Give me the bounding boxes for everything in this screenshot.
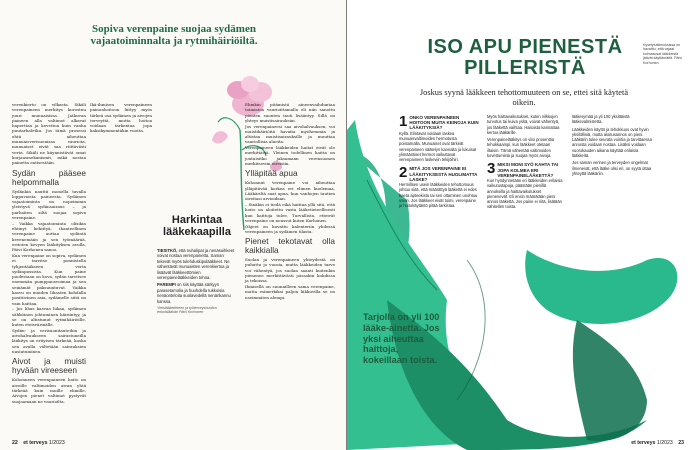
paragraph: Ihmisellä on suunnilleen sama verenpaine, mutta esimerkiksi paljon liikkuvilla se on useimmiten alempi.	[245, 283, 335, 300]
qa-column-2	[487, 114, 563, 210]
issue: 1/2023	[48, 440, 65, 446]
paragraph: Sydänkin nauttii monella tavalla loppuvaista paineesta. Sydämen vajaatoiminta on nopeimmin yleistyvä sydänsairaus – ja parhaiten siltä suojaa sopiva verenpaine.	[12, 188, 86, 221]
subheading: Ylläpitää apua	[245, 168, 298, 179]
left-column-2	[90, 102, 152, 432]
qa-answer: Kyllä. Elintavat voidaan laskea munuaisvaltimoiden hermotusta poistamalla. Munuaiset ovat tärkeät verenpaineen säätelyn kannalta ja lukuisat ylimääräiset hermot vaikuttavat verenpaineen laskeviin tekijöihin.	[399, 130, 477, 163]
qa-item-2	[399, 166, 479, 208]
paragraph: Ikä-ihmisen verenpaineen painonhoitoon liittyy myös tärkeä osa sydämen ja aivojen terveyttä, mutta hoitoa voidaan tarkentaa jopa kaksikymmentäkin vuotta.	[90, 102, 152, 134]
sidebar-title: Harkintaa lääkekaapilla	[163, 214, 231, 238]
page-number: 22	[12, 440, 18, 446]
paragraph: Kohonnut verenpaine voi aiheuttaa ylläpitävää korkea eri elimen kuolemaa. Lääkäriltä saat apua, kun vanhojen tautien oireitasi arvioidaan.	[245, 180, 335, 202]
paragraph: – Sinäkin ei tiedä eikä haittaa yllä sitä, että hoito on aloitettu vasta lääketieteellisesti kun haittoja tulee. Turvallista, etteivät verenpaine on noussut kuten Korhonen.	[245, 201, 335, 223]
qa-column-1	[399, 114, 479, 208]
paragraph: Ohjeet on kuvattu kalenteriin yhdessä verenpaineen ja sydämen tilasta.	[245, 223, 335, 234]
paragraph: Jos saman verinen ja terveyden ongelmat ilmenevät, että lääke olisi eri, on syytä ottaa yhteyttä lääkäriin.	[572, 160, 652, 176]
left-headline: Sopiva verenpaine suojaa sydämen vajaatoiminnalta ja rytmihäiriöiltä.	[90, 23, 258, 47]
paragraph: Elimkin pitämistä aineenvaihduntaa toimistoa vaurioittamalla eli niin sanottu pienten suonten tauti lisääntyy. Sillä on yhteys muistisairauksiin.	[245, 102, 335, 123]
paragraph: Sydän- ja verisuonitauteihin ja aivohalvaukseen sairastuneilla lääkitys on erityisen tärkeää, koska sen avulla vältetään sairauksien uusiutuminen.	[12, 327, 86, 355]
paragraph: Verenpainelääkitys on viisi prosenttia tehokkaampi, kun lääkkeet otetaan iltaisin. Tämä vähentää valtimoiden kovettumista ja suojaa myös aivoja.	[487, 137, 555, 159]
paragraph: – Jos lihas kasvaa liikaa, sydämen sähköinen johtuminen häiriintyy, ja se on altistunut rytmihäiriöille, kuten eteisvärinälle.	[12, 306, 86, 328]
left-page	[0, 0, 346, 450]
qa-item-1	[399, 115, 479, 162]
sidebar-tip: on siis käyttää särkyyn parasetamolia ja huuhdella tukkoisia nenäonteloita suolavedellä nenänkannu kanssa.	[157, 282, 231, 304]
paragraph: Myös haittavaikutukset, kuten nilkkojen turvotus tai kuiva yskä, voivat vähentyä, jos lääkettä vaihtaa. Haitoista kannattaa kertoa lääkärille.	[487, 114, 560, 135]
sidebar-caption: Yleislääketieteen ja työterveyshuollon erikoislääkäri Päivi Korhonen	[157, 306, 217, 315]
paragraph: Kohonneen verenpaineen hoito on aivoille valtimoiden aivan yhtä tärkeää kuin muille elimille. Aivojen pienet valtimot pystyvät suojaamaan ne vaurioilta.	[12, 377, 86, 404]
paragraph: Jos verenpaineesi saa aivohalvauksen, voi muistihäiriöitä havaita myöhemmin ja altistaa muistisairauksille ja muuttaa vauriollisia alueita.	[245, 123, 335, 145]
paragraph: – Vaikka vajaatoiminta olisikin ehtinyt kehittyä, ihanteellinen verenpaine auttaa sydäntä kevenemään ja sen työmäärää, eritoten kevyen lääkityksen avulla, Päivi Korhonen sanoo.	[12, 220, 86, 253]
right-page	[347, 0, 694, 450]
subheading: Sydän pääsee helpommalla	[12, 167, 86, 187]
subheading: Aivot ja muisti hyvään vireeseen	[12, 356, 86, 376]
paragraph: lääkerymää ja yli 100 yksittäistä lääkevalmistetta.	[572, 114, 630, 125]
left-column-1	[12, 102, 86, 404]
qa-number: 3	[487, 160, 496, 178]
magazine-name: et terveys	[631, 440, 656, 446]
qa-number: 1	[399, 113, 408, 130]
paragraph: Lääkkeiden käyttö ja tehokkuus ovat hyvin yksilöllisiä, mutta aloitusannos on pieni. Lääkärin tulee seurata vointia ja tarvittaessa annosta voidaan nostaa. Lisäksi voidaan vuorokauden aikana käyttää erilaisia lääkkeitä.	[572, 126, 652, 159]
left-column-3	[245, 102, 335, 300]
photo-caption: Kyselytutkimuksissa on havaittu, että vajaat kolmasosat lääkkeistä jäävät käyttämättä. Päivi Korhonen	[643, 43, 682, 65]
article-lead: Joskus syynä lääkkeen tehottomuuteen on se, ettei sitä käytetä oikein.	[419, 88, 629, 107]
paragraph: Verenpaineen lääkkeiden haitat eivät ole merkittäviä. Yleinen todellinen haitta on joutuisitko jaksamaan verensuonen merkitseviin oireisiin.	[245, 145, 335, 167]
page-number: 23	[678, 440, 684, 446]
subheading: Pienet tekotavat olla kaikkialla	[245, 236, 335, 256]
qa-question: MIKSI MONI SYÖ KAHTA TAI JOPA KOLMEA ERI VERENPAINELÄÄKETTÄ?	[497, 162, 559, 178]
qa-question: MITÄ JOS VERENPAINE EI LÄÄKITYKSESTÄ HUOLIMATTA LASKE?	[409, 166, 478, 182]
left-footer	[12, 440, 65, 446]
article-title: ISO APU PIENESTÄ PILLERISTÄ	[427, 36, 623, 79]
paragraph: Kun verenpaine on sopiva, sydämen ei tarvitse ponnistella tyhjentääkseen verta sydänpussista. Kun paine puolestaan on kova, sydän tarvitsee enemmän pumppausvoimaa ja sen seinämät paksuuntuvat. Vaikka kasvu on muiden lihasten kohdalla positiivinen asia, sydämelle siitä on vain haittaa.	[12, 252, 86, 306]
qa-question: ONKO VERENPAINEEN HOITOON MUITA KEINOJA KUIN LÄÄKITYKSIÄ?	[409, 115, 479, 131]
qa-column-3	[572, 114, 654, 176]
sidebar-label: TIESITKÖ,	[157, 248, 178, 253]
pull-quote: Tarjolla on yli 100 lääke-ainetta. Jos yksi aiheuttaa haittoja, kokeillaan toista.	[363, 312, 440, 366]
issue: 1/2023	[656, 440, 673, 446]
right-footer	[631, 440, 684, 446]
qa-answer: Kun hyödynnetään eri lääkkeiden erilaisia vaikutustapoja, päästään pienillä annoksilla ja haittavaikutukset pienenevät. Eli ensin määrätään pieni annos lääkettä. Jos paine ei riitä, lisätään vähitellen toista.	[487, 177, 563, 210]
paragraph: Suolan ja verenpaineen yhteydestä on puhuttu jo vuosia, mutta lääkkeiden tarve voi vähentyä, jos suolan saanti kuitenkin pienenee merkittävästi joissakin kohdissa ja tekoissa.	[245, 257, 335, 284]
qa-number: 2	[399, 164, 408, 182]
qa-item-3	[487, 162, 563, 209]
sidebar-text: että nuhalipat ja nenäsuihkeet voivat nostaa verenpainetta. Saman tekevät myös tulehduskipulääkkeet. Ne vähentävät munuaisten verenkiertoa ja lisäävät lääkkeettömien verenpainelääkkeiden tehoa.	[157, 248, 235, 281]
paragraph: verenkierto on vilkasta. Sikäli verenpaineen merkitys korostuu juuri munuaisissa. Jatkuvan paineen alla valtimot alkavat haperttaa ja kovettua kuin vanha puutarhaletku. Jos tämä prosessi ehtii aiheuttaa munuaisverisuonissa vauriota, munuaiset eivät saa riittävästi verta. Sikäli ne käynnistävät omat korjausmekanismit, mikä nostaa painetta entisestään.	[12, 102, 86, 166]
sidebar-tip-label: PAREMPI	[157, 282, 176, 288]
sidebar-body	[157, 248, 237, 315]
qa-answer: Hermillsen usein lääkkeiden tehottomuus johtuu siitä, että määrättyä lääkettä ei edes haeta apteekista tai sen ottaminen unohtuu usein. Jos lääkkeet eivät toimi, verenpaine ja hoitokäytäntö pitää tarkistaa.	[399, 182, 478, 209]
magazine-name: et terveys	[23, 440, 48, 446]
